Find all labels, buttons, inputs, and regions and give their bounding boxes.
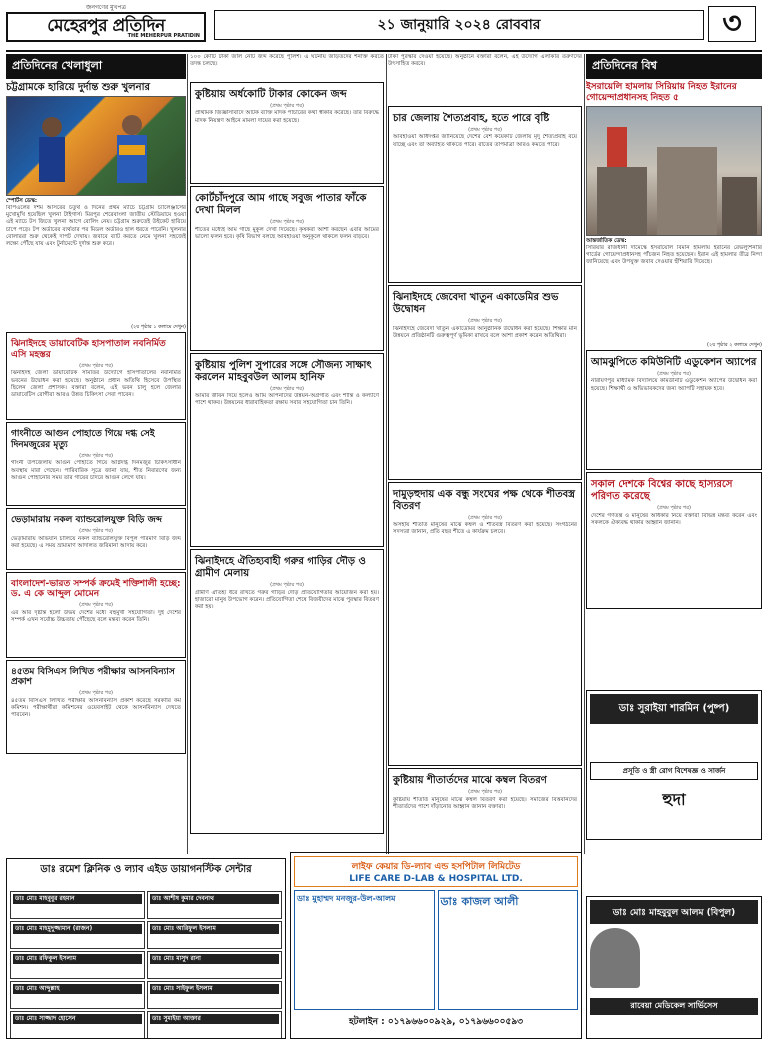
ad-ramesh-clinic [6,858,286,1039]
doctor-name: ডাঃ কাজল আলী [440,895,519,908]
doctor-name: ডাঃ মোঃ আব্দুল্লাহ [13,984,142,994]
source-note: (প্রথম পৃষ্ঠার পর) [270,219,304,226]
cricket-photo [6,96,186,196]
headline: কুষ্টিয়ায় পুলিশ সুপারের সঙ্গে সৌজন্য সাক্ষাৎ করলেন মাহবুবউল আলম হানিফ [195,359,372,383]
news-box-amjhupi [586,350,762,470]
doctor-cell [10,891,145,919]
lead-text: বিপিএলের দশম আসরের চতুর্থ ও দিনের প্রথম ম্যাচে চট্টগ্রাম চ্যালেঞ্জার্সের মুখোমুখি হয়েছিল খুলনা টাইগার্স। মিরপুর শেরেবাংলা জাতীয় স্টেডিয়ামে হওয়া এই ম্যাচে টস জিতে খুলনা আগে বোলিং নেয়। চট্টগ্রাম শুরুতেই উইকেট হারিয়ে চাপে পড়ে। টপ অর্ডারের ব্যর্থতার পর মিডল অর্ডারও হাল ধরতে পারেনি। খুলনার বোলাররা শুরু থেকেই দাপট দেখায়। জবাবে ব্যাট করতে নেমে খুলনা সহজেই লক্ষ্যে পৌঁছে যায় এবং টুর্নামেন্টে দুর্দান্ত শুরু করে। [6,205,186,247]
ad-life-care [290,852,582,1039]
lead-headline: চট্টগ্রামকে হারিয়ে দুর্দান্ত শুরু খুলনার [6,82,150,93]
article-text: টাকা পুরস্কার দেওয়া হয়েছে। অনুষ্ঠানে বক্তারা বলেন, এই উদ্যোগ এলাকার তরুণদের উৎসাহিত করবে। [388,54,582,68]
ad-doctor-1 [294,890,435,1010]
column-divider [584,54,585,854]
brand-subtitle: THE MEHERPUR PRATIDIN [127,33,200,39]
doctor-cell [10,921,145,949]
article-text: এর আর দৃষ্টান্ত হলো উভয় দেশের মধ্যে বহুমুখী সহযোগিতা। দুই দেশের সম্পর্ক এখন সর্বোচ্চ উচ্চতায় পৌঁছেছে বলে মন্তব্য করেন তিনি। [11,609,181,623]
article-text: প্রাথমিক জিজ্ঞাসাবাদে আটক ব্যক্তি মাদক পাচারের কথা স্বীকার করেছে। তার বিরুদ্ধে মাদক নিয়ন্ত্রণ আইনে মামলা দায়ের করা হয়েছে। [195,110,379,124]
doctor-name: ডাঃ মোঃ মাসুদ রানা [150,954,279,964]
ad-hotline: হটলাইন : ০১৭৯৬৬০০৯২৯, ০১৭৯৬৬০০৫৯৩ [294,1014,578,1029]
doctor-cell [147,921,282,949]
ad-body [590,928,758,998]
source-note: (প্রথম পৃষ্ঠার পর) [468,789,502,796]
article-text: দেশের গণতন্ত্র ও মানুষের অধিকার নিয়ে বক্তারা বিভিন্ন মন্তব্য করেন এবং সকলকে ঐক্যবদ্ধ থাকার আহ্বান জানান। [591,512,757,526]
doctor-name: ডাঃ মোঃ সাজ্জাদ হোসেন [13,1014,142,1024]
doctor-cell [10,951,145,979]
rubble-illustration [587,107,762,236]
news-box-damurhuda [388,482,582,766]
article-text: কুষ্টিয়ায় শীতার্ত মানুষের মাঝে কম্বল বিতরণ করা হয়েছে। সমাজের বিত্তবানদের শীতার্তদের পাশে দাঁড়ানোর আহ্বান জানান বক্তারা। [393,796,577,810]
headline: ৪৫তম বিসিএস লিখিত পরীক্ষার আসনবিন্যাস প্রকাশ [11,666,175,688]
article-text: ১০০ কোটি টাকা জাল নোট জব্দ করেছে পুলিশ। এ ঘটনায় জড়িতদের শনাক্ত করতে তদন্ত চলছে। [190,54,384,68]
news-box-bcs [6,660,186,754]
source-note: (প্রথম পৃষ্ঠার পর) [79,453,113,459]
doctor-avatar [590,928,640,988]
world-column [586,54,762,664]
doctor-cell [147,951,282,979]
headline: দামুড়হুদায় এক বন্ধু সংঘের পক্ষ থেকে শীতবস্ত্র বিতরণ [393,488,576,512]
doctor-name: ডাঃ মোঃ সাইফুল ইসলাম [150,984,279,994]
news-box-diabetic [6,332,186,420]
page-number: ৩ [708,6,756,42]
article-text: আবহাওয়া অধিদপ্তর জানিয়েছে দেশের বেশ কয়েকটি জেলায় মৃদু শৈত্যপ্রবাহ বয়ে যাচ্ছে এবং তা অব্যাহত থাকতে পারে। রাতের তাপমাত্রা আরও কমতে পারে। [393,134,577,148]
source-note: (প্রথম পৃষ্ঠার পর) [79,602,113,609]
source-note: (প্রথম পৃষ্ঠার পর) [270,385,304,392]
doctor-name: ডাঃ সুমাইয়া আক্তার [150,1014,279,1024]
ad-dr-suraiya [586,690,762,840]
news-box-academy [388,285,582,479]
news-box-blanket [388,768,582,854]
article-text: অসহায় শীতার্ত মানুষের মাঝে কম্বল ও শীতবস্ত্র বিতরণ করা হয়েছে। সংগঠনের সদস্যরা জানান, প্রতি বছর শীতে এ কার্যক্রম চলবে। [393,522,577,536]
ad-doctor-2 [438,890,579,1010]
doctor-name: ডাঃ মুহাম্মদ মনজুর-উল-আলম [297,894,396,903]
news-box-india [6,572,186,658]
ad-specialty: প্রসূতি ও স্ত্রী রোগ বিশেষজ্ঞ ও সার্জন [590,762,758,780]
headline: সকাল দেশকে বিশ্বের কাছে হাস্যরসে পরিণত করেছে [591,479,733,503]
sports-column [6,54,186,854]
doctor-grid [10,891,282,1039]
headline: কুষ্টিয়ায় অর্ধকোটি টাকার কোকেন জব্দ [195,89,347,100]
doctor-name: ডাঃ মোঃ মাহবুবুর রহমান [13,894,142,904]
cricket-players-illustration [7,97,186,196]
news-column-2 [190,54,384,854]
headline: ঝিনাইদহে জেবেদা খাতুন একাডেমির শুভ উদ্বোধন [393,292,559,316]
byline: আন্তর্জাতিক ডেস্ক: [586,237,627,244]
date-bar: ২১ জানুয়ারি ২০২৪ রোববার [214,10,704,40]
ad-qualifications [590,724,758,762]
ad-title: ডাঃ রমেশ ক্লিনিক ও ল্যাব এইড ডায়াগনস্টিক সেন্টার [40,864,252,875]
ad-doctors [294,890,578,1010]
article-text: শীতের মধ্যেই আম গাছে মুকুল দেখা দিয়েছে। কৃষকরা আশা করছেন এবার আমের ভালো ফলন হবে। কৃষি বিভাগ বলছে আবহাওয়া অনুকূলে থাকলে ফলন বাড়বে। [195,226,379,240]
ad-title: ডাঃ মোঃ মাহবুবুল আলম (বিপুল) [590,900,758,924]
section-header-world: প্রতিদিনের বিশ্ব [586,54,762,79]
news-box-cold [388,106,582,283]
doctor-name: ডাঃ মোঃ আরিফুল ইসলাম [150,924,279,934]
ad-dr-mahbubul [586,896,762,1039]
headline: বাংলাদেশ-ভারত সম্পর্ক ক্রমেই শক্তিশালী হচ্ছে: ড. এ কে আব্দুল মোমেন [11,578,181,600]
ad-title: ডাঃ সুরাইয়া শারমিন (পুষ্প) [590,694,758,724]
headline: আমঝুপিতে কমিউনিটি এডুকেশন অ্যাপের [591,357,757,369]
doctor-cell [147,1011,282,1039]
article-text: আমার জীবন দিয়ে হলেও আমি আপনাদের উন্নয়ন-অগ্রগতি এবং শান্তি ও কল্যাণে পাশে থাকব। উন্নয়নের ধারাবাহিকতা রক্ষায় সবার সহযোগিতা চান তিনি। [195,393,379,407]
doctor-cell [147,891,282,919]
headline: গাংনীতে আগুন পোহাতে গিয়ে দগ্ধ সেই দিনমজুরের মৃত্যু [11,429,155,451]
news-box-laughing [586,472,762,608]
news-box-mango [190,186,384,350]
source-note: (প্রথম পৃষ্ঠার পর) [79,528,113,535]
source-note: (প্রথম পৃষ্ঠার পর) [468,514,502,521]
news-box-hanif [190,353,384,547]
ad-center-name: রাবেয়া মেডিকেল সার্ভিসেস [590,998,758,1015]
byline: স্পোর্টস ডেস্ক: [6,198,38,204]
news-box-bidi [6,508,186,569]
ad-center-name: হুদা [662,789,686,809]
news-box-bullcart [190,549,384,833]
doctor-name: ডাঃ মোঃ মাহমুদুজ্জামান (রাজন) [13,924,142,934]
brand-logo: মেহেরপুর প্রতিদিন [6,12,206,42]
news-column-3 [388,54,582,854]
article-text: গাংনী উপজেলায় আগুন পোহাতে গিয়ে অগ্নিদগ্ধ দিনমজুর চিকিৎসাধীন অবস্থায় মারা গেছেন। পারিবারিক সূত্রে জানা যায়, শীত নিবারণের জন্য আগুন পোহানোর সময় তার গায়ের চাদরে আগুন লেগে যায়। [11,460,181,481]
headline: চার জেলায় শৈত্যপ্রবাহ, হতে পারে বৃষ্টি [393,113,550,124]
headline: ঝিনাইদহে ঐতিহ্যবাহী গরুর গাড়ির দৌড় ও গ্রামীণ মেলায় [195,556,366,580]
ad-title: লাইফ কেয়ার ডি-ল্যাব এন্ড হসপিটাল লিমিটেড [351,862,521,872]
doctor-name: ডাঃ মোঃ রফিকুল ইসলাম [13,954,142,964]
brand-block [6,4,206,48]
source-note: (প্রথম পৃষ্ঠার পর) [79,690,113,697]
ad-header [294,856,578,887]
headline: ভেড়ামারায় নকল ব্যান্ডরোলযুক্ত বিড়ি জব্দ [11,515,162,526]
column-divider [187,54,188,854]
article-text: নারায়ণপুর মাধ্যমিক বিদ্যালয়ে কমিউনিটি এডুকেশন অ্যাপের উদ্বোধন করা হয়েছে। শিক্ষার্থী ও অভিভাবকদের জন্য অ্যাপটি সহায়ক হবে। [591,378,757,392]
source-note: (প্রথম পৃষ্ঠার পর) [468,127,502,133]
article-text: ঝিনাইদহ জেলা ডায়াবেটিক সমিতির উদ্যোগে হাসপাতালের নবনির্মিত ভবনের উদ্বোধন করা হয়েছে। অনুষ্ঠানে প্রধান অতিথি হিসেবে উপস্থিত ছিলেন জেলা প্রশাসক। বক্তারা বলেন, এই ভবন চালু হলে জেলার ডায়াবেটিস রোগীরা আরও উন্নত চিকিৎসা সেবা পাবেন। [11,370,181,398]
article-text: গ্রামীণ ঐতিহ্য ধরে রাখতে গরুর গাড়ির দৌড় প্রতিযোগিতার আয়োজন করা হয়। হাজারো মানুষ উপভোগ করেন। প্রতিযোগিতা শেষে বিজয়ীদের মাঝে পুরস্কার বিতরণ করা হয়। [195,589,379,610]
continued-note: (২য় পৃষ্ঠার ১ কলামে দেখুন) [131,324,186,331]
lead-text: সিরিয়ার রাজধানী দামেস্কে ইসরায়েলি বিমান হামলায় ইরানের রেভল্যুশনারি গার্ডের গোয়েন্দাপ্রধানসহ পাঁচজন নিহত হয়েছেন। ইরান এই হামলার তীব্র নিন্দা জানিয়েছে এবং উপযুক্ত জবাব দেওয়ার হুঁশিয়ারি দিয়েছে। [586,244,762,265]
headline: ঝিনাইদহে ডায়াবেটিক হাসপাতাল নবনির্মিত এসি মহস্তর [11,339,166,361]
lead-headline: ইসরায়েলি হামলায় সিরিয়ায় নিহত ইরানের গোয়েন্দাপ্রধানসহ নিহত ৫ [586,82,737,103]
doctor-cell [147,981,282,1009]
ad-title-en: LIFE CARE D-LAB & HOSPITAL LTD. [349,874,523,884]
source-note: (প্রথম পৃষ্ঠার পর) [657,505,691,512]
rubble-photo [586,106,762,236]
source-note: (প্রথম পৃষ্ঠার পর) [79,363,113,370]
source-note: (প্রথম পৃষ্ঠার পর) [657,371,691,378]
article-text: ৪৫তম বিসিএস লিখিত পরীক্ষার আসনবিন্যাস প্রকাশ করেছে সরকারি কর্ম কমিশন। পরীক্ষার্থীরা কমিশনের ওয়েবসাইট থেকে আসনবিন্যাস দেখতে পারবেন। [11,697,181,718]
ad-qualifications [640,928,758,998]
source-note: (প্রথম পৃষ্ঠার পর) [270,103,304,109]
doctor-name: ডাঃ আশীষ কুমার দেবনাথ [150,894,279,904]
source-note: (প্রথম পৃষ্ঠার পর) [468,318,502,325]
headline: কোর্টচাঁদপুরে আম গাছে সবুজ পাতার ফাঁকে দেখা মিলল [195,193,367,217]
masthead-rule [6,50,762,52]
tagline: জনগণের মুখপত্র [86,4,126,11]
doctor-cell [10,1011,145,1039]
column-divider [386,54,387,854]
news-box-cocaine [190,82,384,184]
doctor-cell [10,981,145,1009]
news-box-gangni [6,422,186,506]
continued-note: (২য় পৃষ্ঠার ২ কলামে দেখুন) [707,341,762,348]
section-header-sports: প্রতিদিনের খেলাধুলা [6,54,186,79]
source-note: (প্রথম পৃষ্ঠার পর) [270,582,304,589]
headline: কুষ্টিয়ায় শীতার্তদের মাঝে কম্বল বিতরণ [393,775,547,787]
article-text: ভেড়ামারায় অভিযান চালিয়ে নকল ব্যান্ডরোলযুক্ত বিপুল পরিমাণ বিড়ি জব্দ করা হয়েছে। এ সময় ভ্রাম্যমাণ আদালত জরিমানা আদায় করে। [11,535,181,549]
article-text: ঝিনাইদহে জেবেদা খাতুন একাডেমির আনুষ্ঠানিক উদ্বোধন করা হয়েছে। শিক্ষার মান উন্নয়নে প্রতিষ্ঠানটি গুরুত্বপূর্ণ ভূমিকা রাখবে বলে আশা প্রকাশ করেন অতিথিরা। [393,325,577,339]
